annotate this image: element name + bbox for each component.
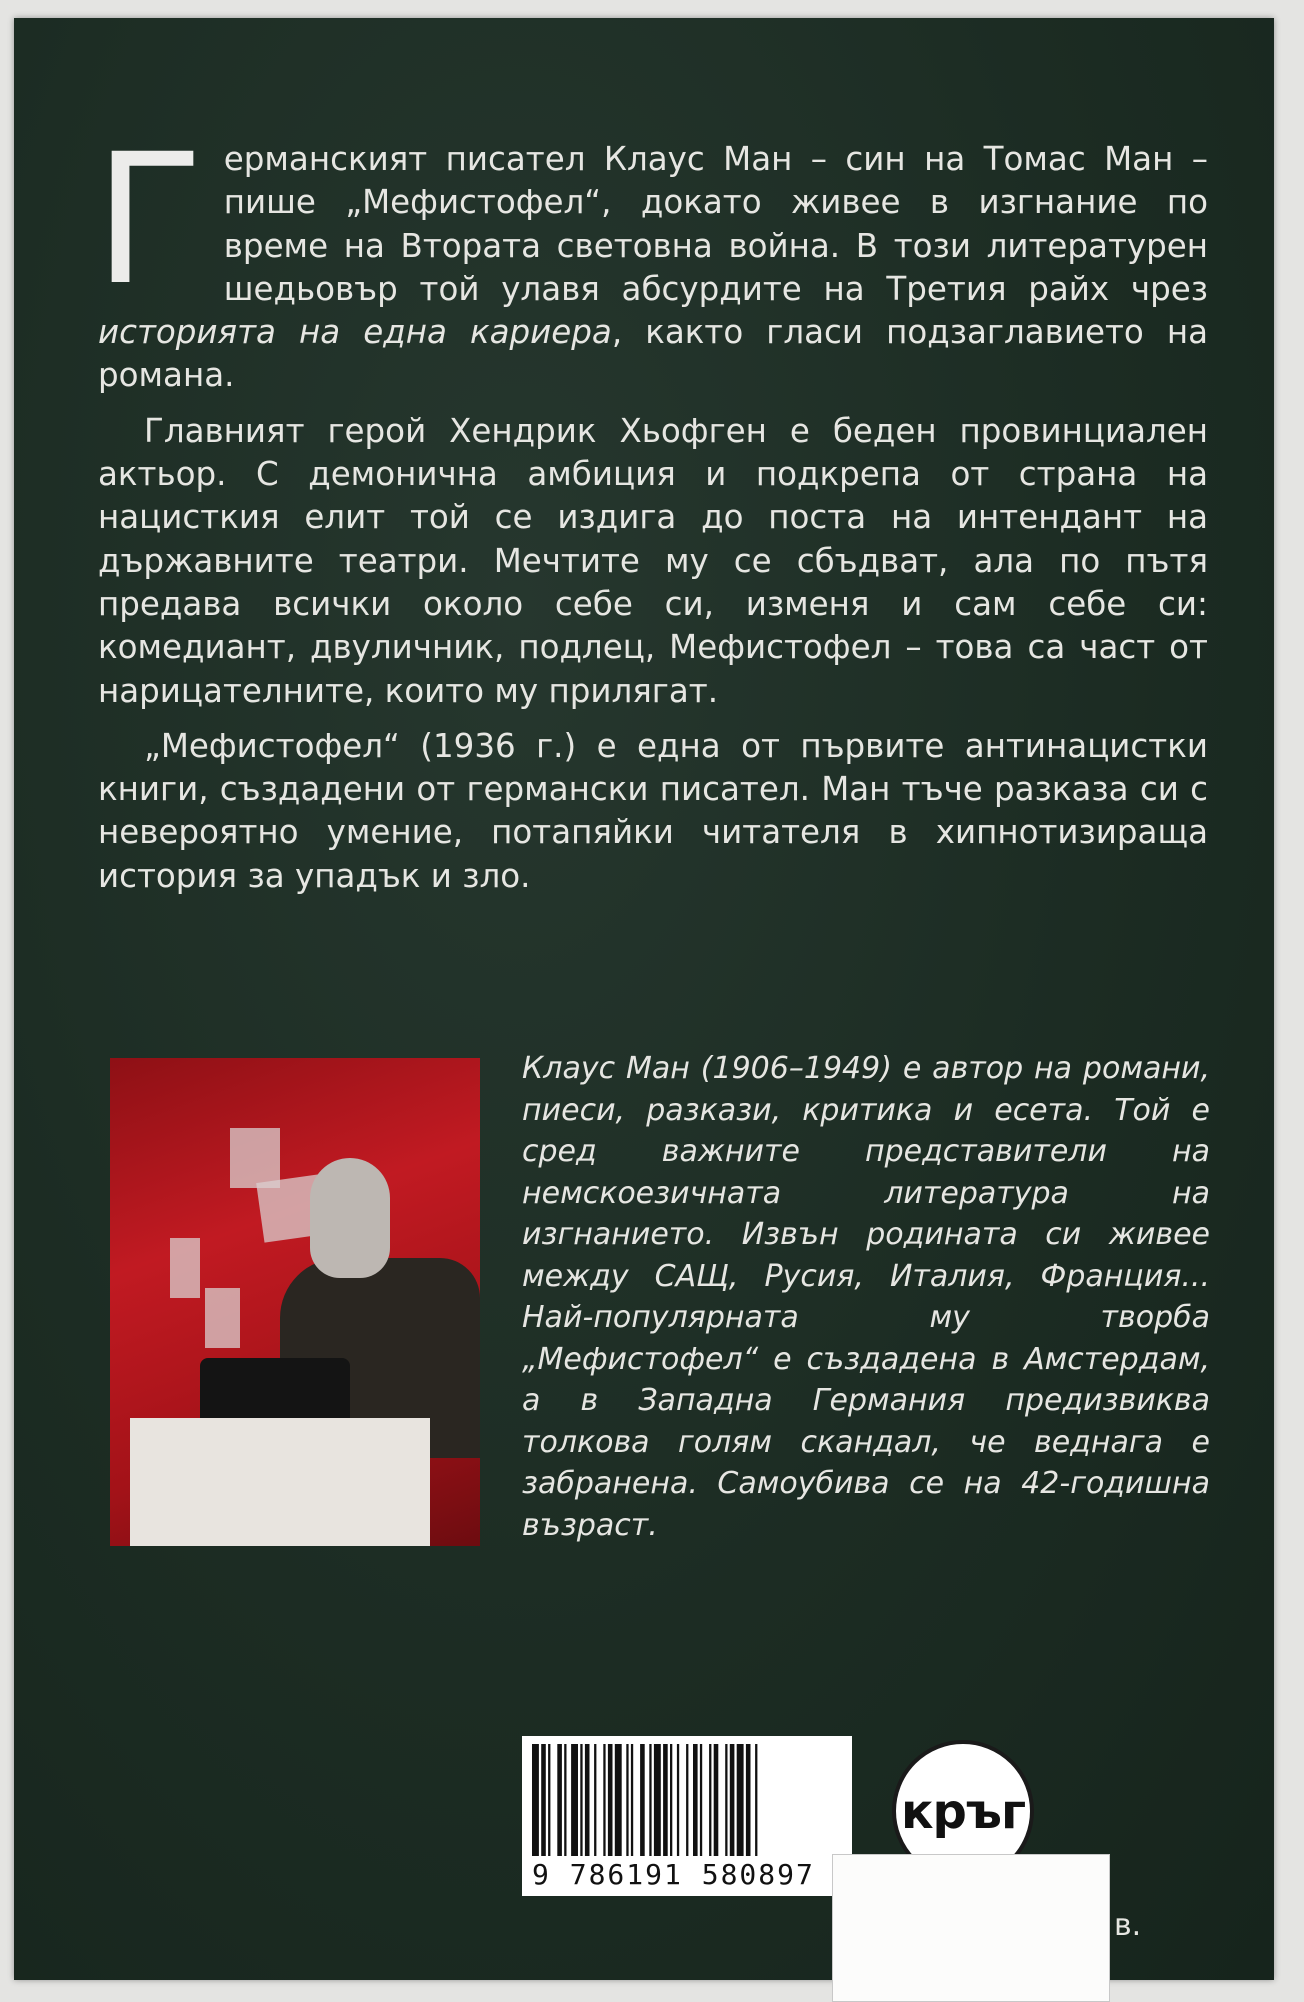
barcode-bar — [725, 1744, 727, 1856]
barcode-bar — [615, 1744, 622, 1856]
paper-sheets — [130, 1418, 430, 1546]
wall-poster — [170, 1238, 200, 1298]
barcode-bar — [663, 1744, 668, 1856]
blurb-p1-start: ерманският писател Клаус Ман – син на Томас Ман – пише „Мефистофел“, докато живее в изгнание по време на Втората световна война. В този литературен шедьовър той улавя абсурдите на Третия райх чрез — [223, 140, 1208, 308]
barcode-bars — [532, 1744, 842, 1856]
barcode-bar — [640, 1744, 645, 1856]
barcode-bar — [755, 1744, 757, 1856]
blurb-p1-italic: историята на една кариера — [98, 313, 612, 352]
barcode-bar — [608, 1744, 613, 1856]
isbn-number: 9 786191 580897 — [532, 1858, 815, 1891]
author-photo — [110, 1058, 480, 1546]
book-back-cover — [14, 18, 1274, 1980]
barcode-bar — [654, 1744, 661, 1856]
author-figure-head — [310, 1158, 390, 1278]
barcode-bar — [594, 1744, 596, 1856]
barcode-bar — [670, 1744, 672, 1856]
wall-poster — [230, 1128, 280, 1188]
price-text-fragment: в. — [1114, 1908, 1142, 1943]
blurb-p1-end: , както гласи подзаглавието на романа. — [98, 313, 1208, 395]
barcode-bar — [603, 1744, 605, 1856]
barcode-bar — [714, 1744, 719, 1856]
barcode-bar — [585, 1744, 590, 1856]
publisher-logo-text: кръг — [900, 1784, 1026, 1840]
barcode — [522, 1736, 852, 1896]
blurb-paragraph-2: Главният герой Хендрик Хьофген е беден провинциален актьор. С демонична амбиция и подкрепа от страна на нацисткия елит той се издига до поста на интендант на държавните театри. Мечтите му се сбъдват, ала по пътя предава всички около себе си, изменя и сам себе си: комедиант, двуличник, подлец, Мефистофел – това са част от нарицателните, които му прилягат. — [98, 411, 1208, 710]
barcode-bar — [631, 1744, 633, 1856]
author-bio: Клаус Ман (1906–1949) е автор на романи, пиеси, разкази, критика и есета. Той е сред важните представители на немскоезичната литература на изгнанието. Извън родината си живее между САЩ, Русия, Италия, Франция... Най-популярната му творба „Мефистофел“ е създадена в Амстердам, а в Западна Германия предизвиква толкова голям скандал, че веднага е забранена. Самоубива се на 42-годишна възраст. — [522, 1051, 1210, 1543]
barcode-bar — [700, 1744, 702, 1856]
barcode-bar — [548, 1744, 550, 1856]
price-sticker — [832, 1854, 1110, 2002]
barcode-bar — [746, 1744, 751, 1856]
barcode-bar — [677, 1744, 679, 1856]
barcode-bar — [649, 1744, 651, 1856]
blurb-text — [94, 116, 1208, 910]
blurb-paragraph-1 — [94, 116, 1208, 398]
barcode-bar — [571, 1744, 578, 1856]
barcode-bar — [541, 1744, 546, 1856]
barcode-bar — [730, 1744, 735, 1856]
barcode-bar — [580, 1744, 582, 1856]
barcode-bar — [709, 1744, 711, 1856]
barcode-bar — [557, 1744, 562, 1856]
barcode-bar — [693, 1744, 698, 1856]
barcode-bar — [737, 1744, 744, 1856]
drop-cap: Г — [94, 116, 204, 325]
barcode-bar — [532, 1744, 539, 1856]
barcode-bar — [564, 1744, 566, 1856]
wall-poster — [205, 1288, 240, 1348]
blurb-paragraph-3: „Мефистофел“ (1936 г.) е една от първите антинацистки книги, създадени от германски писател. Ман тъче разказа си с невероятно умение, потапяйки читателя в хипнотизираща история за упадък и зло. — [98, 726, 1208, 895]
barcode-bar — [626, 1744, 628, 1856]
barcode-bar — [686, 1744, 688, 1856]
